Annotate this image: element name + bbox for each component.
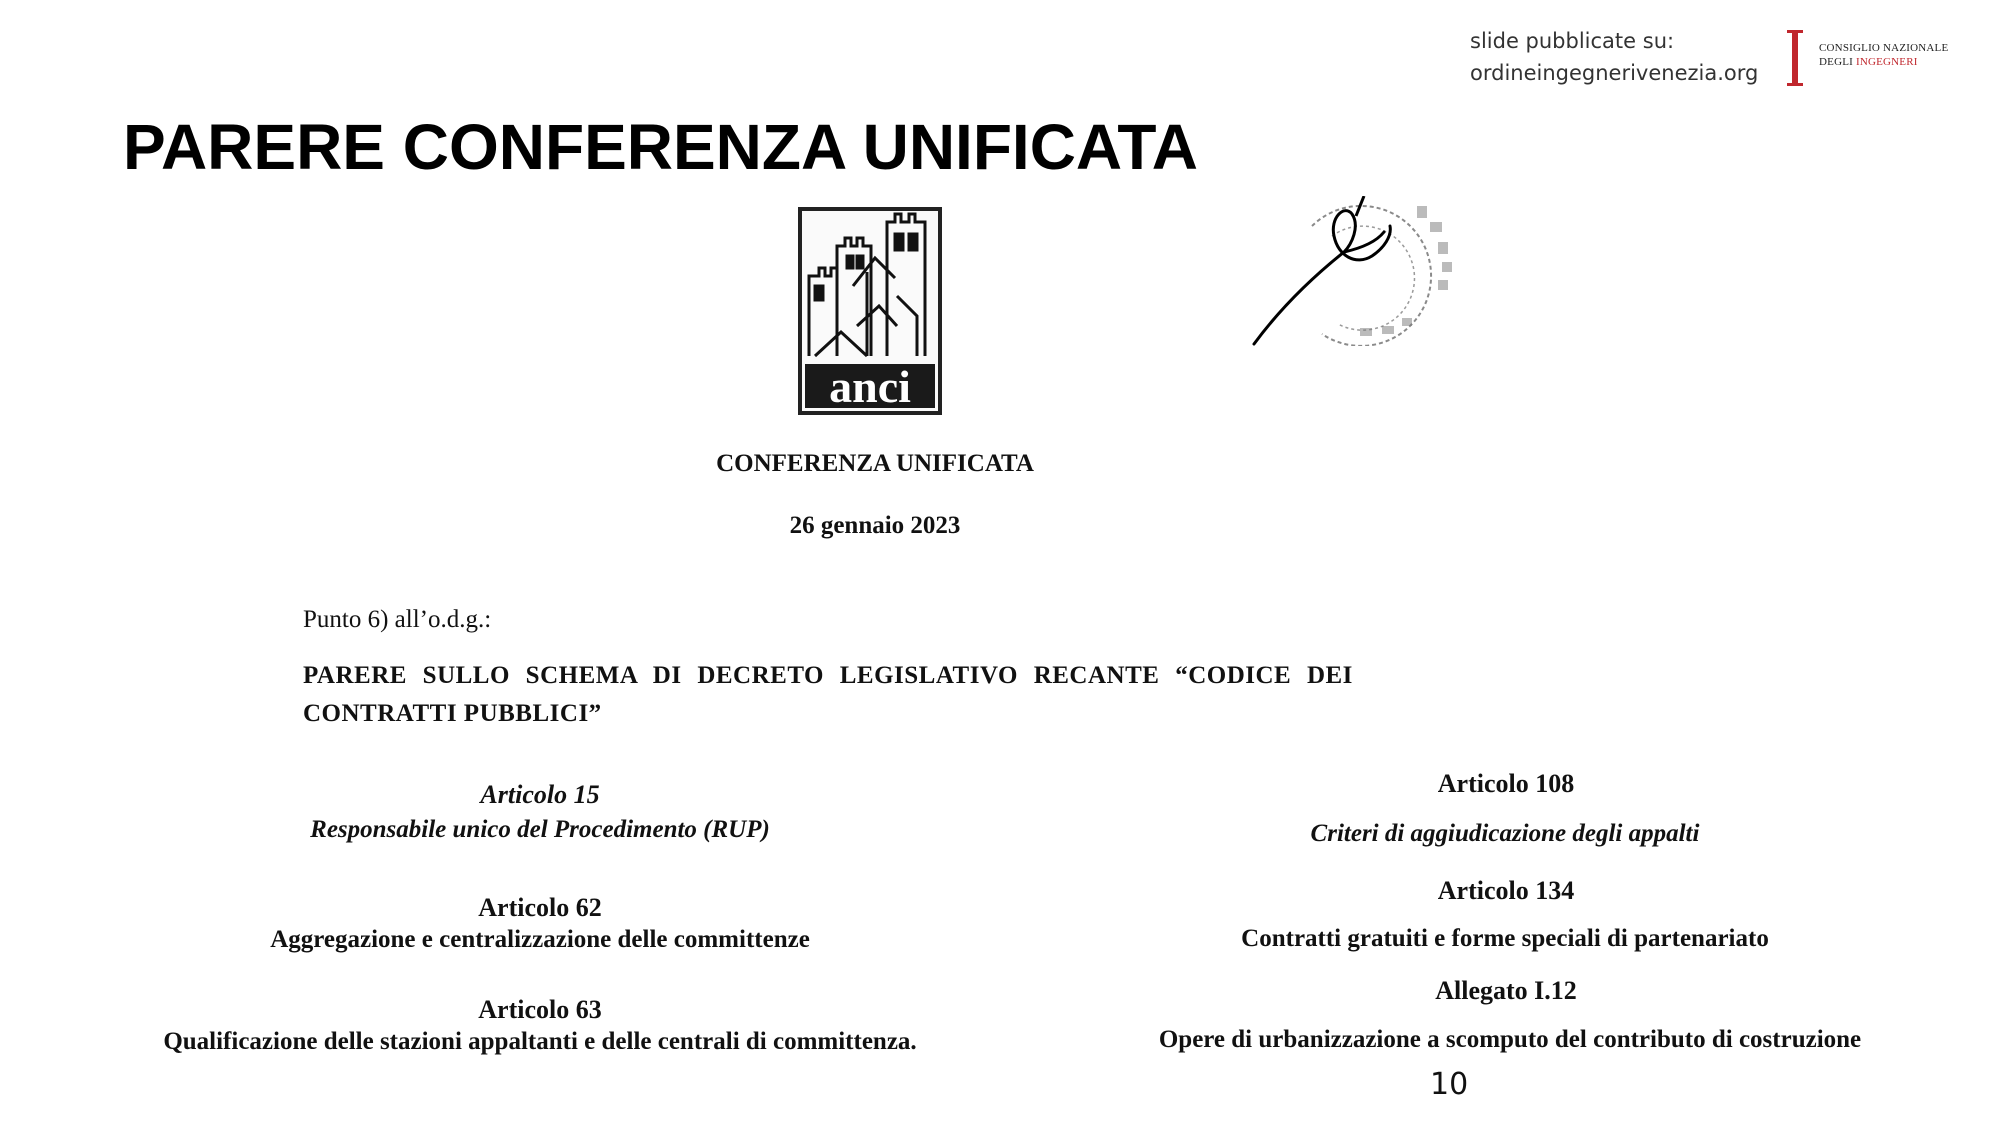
article-title: Contratti gratuiti e forme speciali di partenariato [1241, 925, 1769, 952]
source-website: ordineingegnerivenezia.org [1470, 61, 1759, 85]
parere-title-line1: PARERE SULLO SCHEMA DI DECRETO LEGISLATIVO RECANTE “CODICE DEI [303, 662, 1353, 689]
article-title: Criteri di aggiudicazione degli appalti [1310, 820, 1700, 847]
anci-logo [797, 206, 943, 416]
source-label: slide pubblicate su: [1470, 29, 1675, 53]
document-heading: CONFERENZA UNIFICATA [716, 450, 1034, 477]
article-number: Articolo 15 [480, 780, 600, 809]
page-number: 10 [1430, 1067, 1469, 1102]
agenda-item: Punto 6) all’o.d.g.: [303, 606, 492, 633]
article-number: Articolo 134 [1437, 876, 1575, 905]
cni-logo [1783, 28, 1983, 90]
page-title: PARERE CONFERENZA UNIFICATA [123, 111, 1198, 183]
parere-title-line2: CONTRATTI PUBBLICI” [303, 700, 602, 727]
article-number: Articolo 63 [478, 995, 602, 1024]
document-date: 26 gennaio 2023 [789, 512, 961, 539]
article-title: Aggregazione e centralizzazione delle committenze [270, 926, 810, 953]
article-number: Articolo 108 [1437, 769, 1575, 798]
cni-logo-mark-icon [1783, 28, 1809, 90]
cni-logo-line2: DEGLI INGEGNERI [1819, 56, 1918, 68]
cni-logo-line1: CONSIGLIO NAZIONALE [1819, 42, 1949, 54]
article-title: Responsabile unico del Procedimento (RUP) [310, 816, 770, 843]
article-number: Allegato I.12 [1435, 976, 1577, 1005]
seal-stamp [1252, 196, 1472, 346]
article-number: Articolo 62 [478, 893, 602, 922]
article-title: Qualificazione delle stazioni appaltanti e delle centrali di committenza. [163, 1028, 917, 1055]
anci-logo-text: anci [829, 361, 911, 412]
article-title: Opere di urbanizzazione a scomputo del contributo di costruzione [1158, 1026, 1862, 1053]
